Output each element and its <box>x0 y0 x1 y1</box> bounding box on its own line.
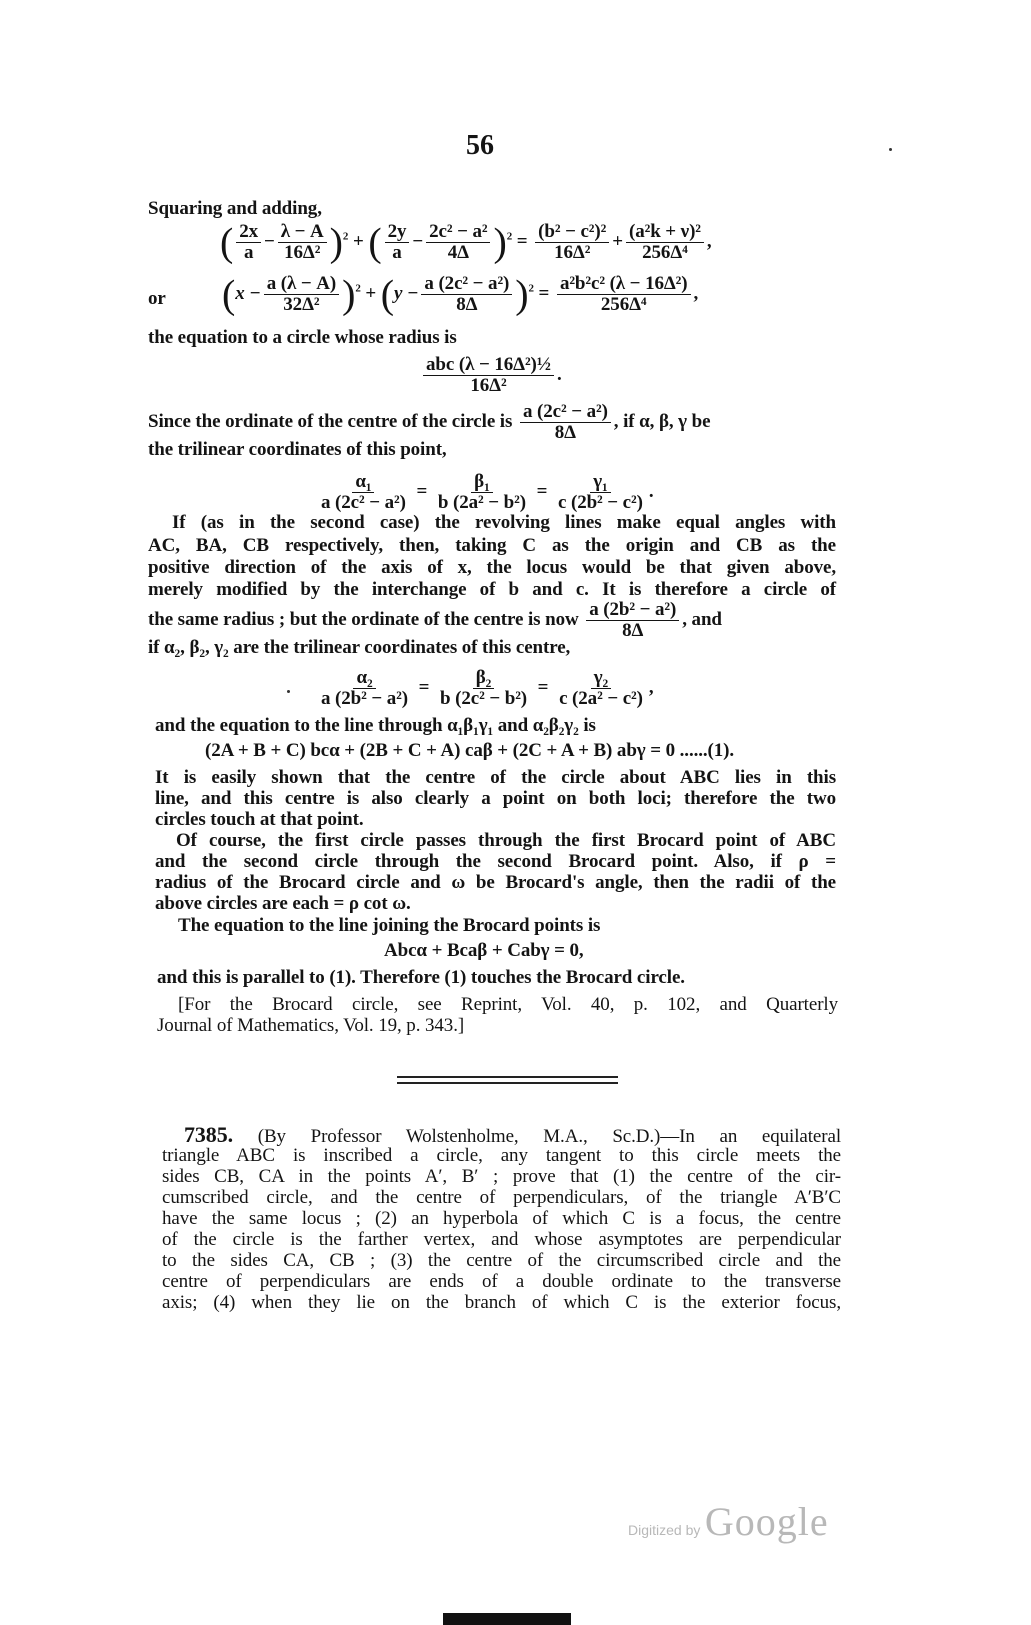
equation-1: ( $\frac{2x}{a}$ − $\frac{\lambda - A}{\text{16Δ²}}$ )$^2$ + ( $\frac{2y}{a}$ − $\frac{\text{2c² − a²}}{4\Delta}$ )$^2$ = $\frac{\text{(b² − c²)²}}{\text{16Δ²}}$ + $\frac{\text{(a²k + ν)²}}{\text{256Δ⁴}}$ , <box>220 219 712 265</box>
since-line: Since the ordinate of the centre of the circle is $\frac{\text{a (2c² − a²)}}{8\Delta}$ , if α, β, γ be <box>148 401 711 443</box>
problem-line: triangle ABC is inscribed a circle, any tangent to this circle meets the <box>162 1145 841 1166</box>
scan-speck <box>287 690 290 693</box>
problem-line: centre of perpendiculars are ends of a double ordinate to the transverse <box>162 1271 841 1292</box>
ordinate-line: the same radius ; but the ordinate of the centre is now $\frac{\text{a (2b² − a²)}}{8\Delta}$ , and <box>148 599 722 641</box>
text-line: above circles are each = ρ cot ω. <box>155 893 411 914</box>
text-line: Squaring and adding, <box>148 198 322 219</box>
text-line: The equation to the line joining the Brocard points is <box>178 915 601 936</box>
text-line: circles touch at that point. <box>155 809 364 830</box>
text-line: line, and this centre is also clearly a point on both loci; therefore the two <box>155 788 836 809</box>
text-line: and the second circle through the second Brocard point. Also, if ρ = <box>155 851 836 872</box>
text-line: positive direction of the axis of x, the locus would be that given above, <box>148 557 836 578</box>
page-number: 56 <box>466 130 494 161</box>
equation-4: $\frac{\text{α₂}}{\text{a (2b² − a²)}}$ = $\frac{\text{β₂}}{\text{b (2c² − b²)}}$ = $\frac{\text{γ₂}}{\text{c (2a² − c²)}}$ , <box>321 667 654 709</box>
text-line: if α₂, β₂, γ₂ are the trilinear coordinates of this centre, <box>148 637 571 658</box>
problem-line: of the circle is the farther vertex, and whose asymptotes are perpendicular <box>162 1229 841 1250</box>
text-line: the trilinear coordinates of this point, <box>148 439 447 460</box>
brocard-equation: Abcα + Bcaβ + Cabγ = 0, <box>384 940 584 961</box>
problem-line: sides CB, CA in the points A′, B′ ; prove that (1) the centre of the cir- <box>162 1166 841 1187</box>
equation-2: (x − $\frac{a (\lambda - A)}{\text{32Δ²}}$ )$^2$ + (y − $\frac{\text{a (2c² − a²)}}{8\Delta}$ )$^2$ = $\frac{\text{a²b²c² (λ − 16Δ²)}}{\text{256Δ⁴}}$ , <box>222 271 699 317</box>
digitized-by-google-watermark: Digitized by Google <box>628 1499 829 1544</box>
text-line: AC, BA, CB respectively, then, taking C as the origin and CB as the <box>148 535 836 556</box>
text-or: or <box>148 288 166 309</box>
line-equation: (2A + B + C) bcα + (2B + C + A) caβ + (2C + A + B) abγ = 0 ......(1). <box>205 740 735 761</box>
text-line: and the equation to the line through α₁β₁γ₁ and α₂β₂γ₂ is <box>155 715 596 736</box>
text-line: If (as in the second case) the revolving lines make equal angles with <box>172 512 836 533</box>
scan-edge-bar <box>443 1613 571 1625</box>
text-line: and this is parallel to (1). Therefore (1) touches the Brocard circle. <box>157 967 685 988</box>
problem-line: to the sides CA, CB ; (3) the centre of the circumscribed circle and the <box>162 1250 841 1271</box>
text-line: the equation to a circle whose radius is <box>148 327 457 348</box>
problem-heading: 7385. (By Professor Wolstenholme, M.A., Sc.D.)—In an equilateral <box>184 1122 841 1147</box>
problem-line: cumscribed circle, and the centre of perpendiculars, of the triangle A′B′C <box>162 1187 841 1208</box>
problem-line: axis; (4) when they lie on the branch of which C is the exterior focus, <box>162 1292 841 1313</box>
text-line: Of course, the first circle passes through the first Brocard point of ABC <box>176 830 836 851</box>
problem-line: have the same locus ; (2) an hyperbola of which C is a focus, the centre <box>162 1208 841 1229</box>
radius-fraction: $\frac{\text{abc (λ − 16Δ²)½}}{\text{16Δ²}}$ . <box>420 355 562 396</box>
text-line: It is easily shown that the centre of the circle about ABC lies in this <box>155 767 836 788</box>
section-divider <box>397 1076 618 1078</box>
section-divider <box>397 1082 618 1084</box>
reference-line: Journal of Mathematics, Vol. 19, p. 343.] <box>157 1015 465 1036</box>
text-line: radius of the Brocard circle and ω be Brocard's angle, then the radii of the <box>155 872 836 893</box>
text-line: merely modified by the interchange of b and c. It is therefore a circle of <box>148 579 836 600</box>
scan-speck <box>889 148 892 151</box>
reference-line: [For the Brocard circle, see Reprint, Vol. 40, p. 102, and Quarterly <box>178 994 838 1015</box>
equation-3: $\frac{\text{α₁}}{\text{a (2c² − a²)}}$ = $\frac{\text{β₁}}{\text{b (2a² − b²)}}$ = $\frac{\text{γ₁}}{\text{c (2b² − c²)}}$ . <box>321 471 654 513</box>
